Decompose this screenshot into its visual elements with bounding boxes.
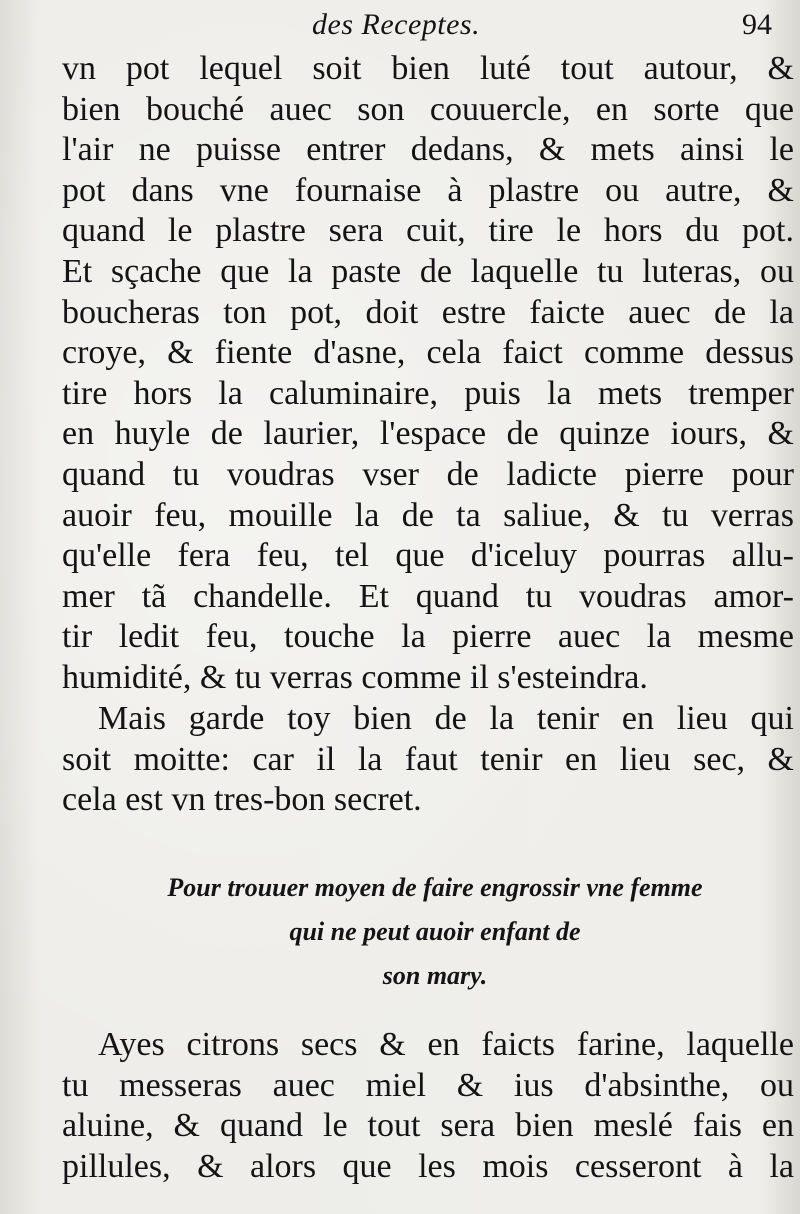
text-line: bien bouché auec son couuercle, en sorte que <box>62 90 794 128</box>
text-line: boucheras ton pot, doit estre faicte auec de la <box>62 293 794 331</box>
text-line: cela est vn tres-bon secret. <box>62 781 422 819</box>
text-line: auoir feu, mouille la de ta saliue, & tu verras <box>62 496 794 534</box>
text-line: tire hors la caluminaire, puis la mets tremper <box>62 374 794 412</box>
text-line: l'air ne puisse entrer dedans, & mets ainsi le <box>62 131 794 169</box>
text-line: pillules, & alors que les mois cesseront à la <box>62 1147 794 1185</box>
text-line: Et sçache que la paste de laquelle tu luteras, ou <box>62 252 794 290</box>
text-line: mer tã chandelle. Et quand tu voudras amor- <box>62 577 794 615</box>
page-header <box>0 2 800 50</box>
text-line: Ayes citrons secs & en faicts farine, laquelle <box>98 1026 794 1063</box>
heading-line: Pour trouuer moyen de faire engrossir vne femme <box>167 873 703 902</box>
heading-line: son mary. <box>382 961 488 990</box>
paragraph-3 <box>62 1025 794 1187</box>
text-line: tu messeras auec miel & ius d'absinthe, ou <box>62 1066 794 1104</box>
text-line: tir ledit feu, touche la pierre auec la mesme <box>62 618 794 656</box>
heading-line: qui ne peut auoir enfant de <box>289 917 581 946</box>
text-line: soit moitte: car il la faut tenir en lieu sec, & <box>62 740 794 778</box>
text-line: vn pot lequel soit bien luté tout autour, & <box>62 50 794 87</box>
text-line: pot dans vne fournaise à plastre ou autre, & <box>62 171 794 209</box>
text-line: humidité, & tu verras comme il s'esteindra. <box>62 658 648 696</box>
text-line: en huyle de laurier, l'espace de quinze iours, & <box>62 415 794 453</box>
text-line: quand le plastre sera cuit, tire le hors du pot. <box>62 212 794 250</box>
paragraph-1 <box>62 49 794 699</box>
recipe-heading <box>80 866 790 998</box>
paragraph-2 <box>62 699 794 821</box>
page-number: 94 <box>742 8 772 41</box>
text-line: aluine, & quand le tout sera bien meslé fais en <box>62 1107 794 1145</box>
text-line: qu'elle fera feu, tel que d'iceluy pourras allu- <box>62 537 794 575</box>
text-line: Mais garde toy bien de la tenir en lieu qui <box>98 700 794 737</box>
running-title: des Receptes. <box>312 8 481 41</box>
text-line: croye, & fiente d'asne, cela faict comme dessus <box>62 334 794 372</box>
text-line: quand tu voudras vser de ladicte pierre pour <box>62 455 794 493</box>
